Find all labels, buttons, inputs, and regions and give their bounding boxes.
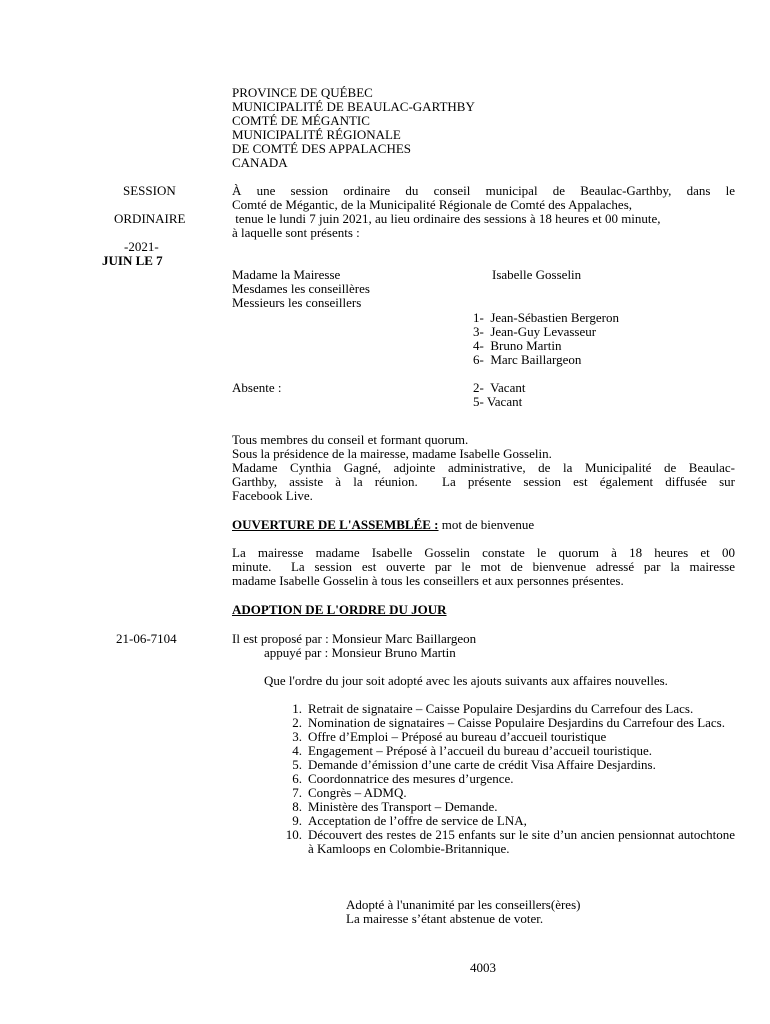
agenda-item-text: Offre d’Emploi – Préposé au bureau d’accueil touristique — [308, 729, 607, 744]
present-councillors-list — [473, 311, 619, 367]
header-line: CANADA — [232, 155, 288, 170]
adopted-statement: Adopté à l'unanimité par les conseillers(ères) — [346, 897, 581, 912]
agenda-item-number: 9. — [292, 813, 302, 828]
agenda-item-number: 3. — [292, 729, 302, 744]
header-line: MUNICIPALITÉ RÉGIONALE — [232, 127, 401, 142]
present-councillor: 1- Jean-Sébastien Bergeron — [473, 310, 619, 325]
agenda-item-text: Retrait de signataire – Caisse Populaire Desjardins du Carrefour des Lacs. — [308, 701, 694, 716]
agenda-item — [282, 786, 735, 800]
intro-line: Comté de Mégantic, de la Municipalité Régionale de Comté des Appalaches, — [232, 197, 632, 212]
header-line: MUNICIPALITÉ DE BEAULAC-GARTHBY — [232, 99, 475, 114]
agenda-item — [282, 730, 735, 744]
agenda-item-text: Ministère des Transport – Demande. — [308, 799, 498, 814]
quorum-line: Tous membres du conseil et formant quorum. — [232, 432, 469, 447]
intro-paragraph — [232, 184, 735, 240]
margin-session: SESSION — [123, 183, 176, 198]
quorum-paragraph — [232, 433, 735, 503]
present-councillor: 4- Bruno Martin — [473, 338, 562, 353]
agenda-item-number: 4. — [292, 743, 302, 758]
ouverture-heading: OUVERTURE DE L'ASSEMBLÉE : — [232, 517, 439, 532]
agenda-item-text: Demande d’émission d’une carte de crédit Visa Affaire Desjardins. — [308, 757, 656, 772]
intro-line: à laquelle sont présents : — [232, 225, 360, 240]
agenda-item-number: 7. — [292, 785, 302, 800]
margin-date: JUIN LE 7 — [102, 253, 163, 268]
quorum-line: Madame Cynthia Gagné, adjointe administrative, de la Municipalité de Beaulac- — [232, 460, 735, 475]
agenda-item-number: 8. — [292, 799, 302, 814]
proposed-by: Il est proposé par : Monsieur Marc Baillargeon — [232, 631, 477, 646]
resolution-text: Que l'ordre du jour soit adopté avec les ajouts suivants aux affaires nouvelles. — [264, 673, 668, 688]
seconded-by: appuyé par : Monsieur Bruno Martin — [264, 645, 456, 660]
ouverture-heading-suffix: mot de bienvenue — [438, 517, 535, 532]
ouverture-section-title — [232, 518, 534, 532]
agenda-item-text: Engagement – Préposé à l’accueil du bureau d’accueil touristique. — [308, 743, 653, 758]
abstention-statement: La mairesse s’étant abstenue de voter. — [346, 911, 544, 926]
agenda-item — [282, 772, 735, 786]
agenda-item — [282, 702, 735, 716]
agenda-item-number: 5. — [292, 757, 302, 772]
agenda-item — [282, 800, 735, 814]
adoption-heading: ADOPTION DE L'ORDRE DU JOUR — [232, 602, 447, 617]
agenda-item — [282, 744, 735, 758]
header-line: COMTÉ DE MÉGANTIC — [232, 113, 370, 128]
present-councillor: 6- Marc Baillargeon — [473, 352, 582, 367]
present-councillor: 3- Jean-Guy Levasseur — [473, 324, 597, 339]
quorum-line: Garthby, assiste à la réunion. La présente session est également diffusée sur — [232, 474, 735, 489]
document-header — [232, 86, 475, 170]
agenda-item-text: Congrès – ADMQ. — [308, 785, 407, 800]
intro-line: tenue le lundi 7 juin 2021, au lieu ordinaire des sessions à 18 heures et 00 minute, — [232, 211, 661, 226]
absent-list — [473, 381, 525, 409]
agenda-item-number: 10. — [285, 827, 302, 842]
absent-seat: 5- Vacant — [473, 394, 523, 409]
page-number: 4003 — [470, 960, 496, 975]
mairesse-label: Madame la Mairesse — [232, 267, 341, 282]
margin-year: -2021- — [124, 239, 159, 254]
agenda-item-text: Coordonnatrice des mesures d’urgence. — [308, 771, 514, 786]
margin-ordinaire: ORDINAIRE — [114, 211, 186, 226]
conseillers-label: Messieurs les conseillers — [232, 295, 362, 310]
agenda-item-number: 1. — [292, 701, 302, 716]
header-line: PROVINCE DE QUÉBEC — [232, 85, 373, 100]
ouverture-paragraph — [232, 546, 735, 588]
agenda-item-number: 2. — [292, 715, 302, 730]
ouverture-line: minute. La session est ouverte par le mot de bienvenue adressé par la mairesse — [232, 559, 735, 574]
quorum-line: Sous la présidence de la mairesse, madame Isabelle Gosselin. — [232, 446, 552, 461]
absent-seat: 2- Vacant — [473, 380, 526, 395]
agenda-item — [282, 716, 735, 730]
quorum-line: Facebook Live. — [232, 488, 313, 503]
header-line: DE COMTÉ DES APPALACHES — [232, 141, 412, 156]
absent-label: Absente : — [232, 380, 282, 395]
agenda-item — [282, 814, 735, 828]
ouverture-line: madame Isabelle Gosselin à tous les conseillers et aux personnes présentes. — [232, 573, 624, 588]
agenda-item-text: Acceptation de l’offre de service de LNA, — [308, 813, 527, 828]
conseilleres-label: Mesdames les conseillères — [232, 281, 370, 296]
mairesse-name: Isabelle Gosselin — [492, 267, 582, 282]
agenda-list — [282, 702, 735, 856]
intro-line: À une session ordinaire du conseil municipal de Beaulac-Garthby, dans le — [232, 183, 735, 198]
agenda-item-text: Découvert des restes de 215 enfants sur le site d’un ancien pensionnat autochtone à Kamloops en Colombie-Britannique. — [308, 827, 735, 856]
ouverture-line: La mairesse madame Isabelle Gosselin constate le quorum à 18 heures et 00 — [232, 545, 735, 560]
agenda-item — [282, 758, 735, 772]
agenda-item — [282, 828, 735, 856]
margin-resolution-number: 21-06-7104 — [116, 631, 177, 646]
agenda-item-number: 6. — [292, 771, 302, 786]
agenda-item-text: Nomination de signataires – Caisse Populaire Desjardins du Carrefour des Lacs. — [308, 715, 725, 730]
